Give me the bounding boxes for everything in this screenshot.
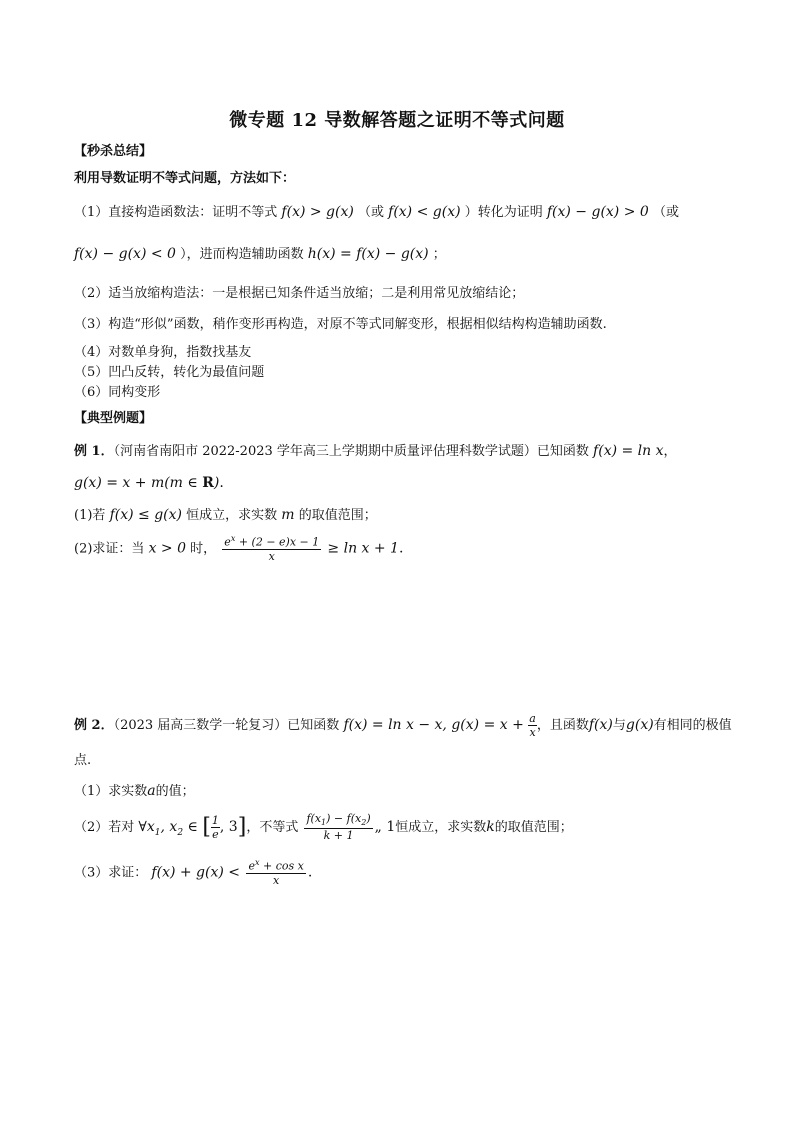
ex2-q1-text-b: 的值；	[155, 784, 195, 799]
formula-forall-x1-x2: $\forall x_1$, $x_2$ ∈	[138, 818, 203, 838]
formula-le-1: „ 1	[374, 818, 396, 835]
summary-intro: 利用导数证明不等式问题，方法如下：	[74, 171, 296, 186]
summary-item-3: （3）构造“形似”函数，稍作变形再构造，对原不等式同解变形，根据相似结构构造辅助函数.	[74, 317, 607, 332]
ex2-q2-text-c: 恒成立，求实数	[395, 819, 487, 835]
example-2-line-2: 点.	[74, 753, 92, 768]
ex2-text-end: 有相同的极值	[653, 718, 732, 734]
ex2-q2-text-b: ，不等式	[246, 819, 299, 835]
example-2-question-1: （1）求实数a的值；	[74, 783, 195, 799]
page-title: 微专题 12 导数解答题之证明不等式问题	[229, 110, 565, 131]
formula-ex2-fraction: $\frac{f(x_1) - f(x_2)}{k + 1}$	[306, 812, 371, 843]
formula-ex1-fraction: $\frac{e^x + (2 - e)x - 1}{x}$	[224, 534, 320, 564]
ex2-q1-text-a: （1）求实数	[74, 784, 148, 799]
ex1-q1-text-a: (1)若	[74, 508, 106, 523]
formula-h-def: h(x) = f(x) − g(x)	[307, 246, 429, 262]
example-1-line-2: g(x) = x + m(m ∈ R).	[74, 475, 224, 491]
example-2-question-2: （2）若对 $\forall x_1$, $x_2$ ∈ [ $\frac{1}{e}$ , 3]，不等式 $\frac{f(x_1) - f(x_2)}{k + 1}$ „ 1恒成立，求实数k的取值范围；	[74, 812, 573, 843]
example-1-question-2: (2)求证：当 x > 0 时， $\frac{e^x + (2 - e)x - 1}{x}$ ≥ ln x + 1.	[74, 534, 404, 564]
formula-f-minus-g-lt-0: f(x) − g(x) < 0	[74, 246, 176, 262]
formula-ge-lnx-plus-1: ≥ ln x + 1	[327, 540, 399, 557]
example-1-comma: ，	[663, 444, 677, 459]
item1-text-f: ；	[432, 247, 446, 262]
summary-header: 【秒杀总结】	[74, 144, 153, 159]
ex1-q1-text-b: 恒成立，求实数	[186, 508, 278, 523]
example-2-source: （2023 届高三数学一轮复习）已知函数	[113, 718, 340, 734]
summary-item-1-line-1	[74, 203, 679, 222]
summary-item-6: （6）同构变形	[74, 385, 161, 400]
ex1-q2-text-a: (2)求证：当	[74, 541, 145, 557]
example-2-line-1: 例 2．（2023 届高三数学一轮复习）已知函数 f(x) = ln x − x, g(x) = x + $\frac{a}{x}$ ，且函数f(x)与g(x)有相同的极值	[74, 712, 732, 740]
ex2-text-mid: ，且函数	[536, 718, 589, 734]
ex2-q2-text-a: （2）若对	[74, 819, 135, 835]
summary-item-5: （5）凹凸反转，转化为最值问题	[74, 365, 265, 380]
formula-1-over-e: $\frac{1}{e}$	[211, 813, 219, 841]
example-2-label: 例 2．	[74, 718, 114, 734]
item1-text-d: （或	[652, 205, 679, 220]
example-2-question-3: （3）求证： f(x) + g(x) < $\frac{e^x + \cos x}{x}$ .	[74, 858, 313, 888]
ex2-text-mid2: 与	[612, 718, 626, 734]
formula-m: m	[281, 507, 295, 523]
formula-ex2-defs: f(x) = ln x − x, g(x) = x +	[343, 717, 529, 734]
ex1-q1-text-c: 的取值范围；	[298, 508, 377, 523]
ex2-q3-text-a: （3）求证：	[74, 865, 148, 881]
item1-text-e: ），进而构造辅助函数	[180, 247, 304, 262]
item1-text-b: （或	[357, 205, 384, 220]
formula-f-ln: f(x) = ln x	[593, 443, 664, 459]
formula-f-minus-g-gt-0: f(x) − g(x) > 0	[546, 204, 649, 220]
examples-header: 【典型例题】	[74, 411, 153, 426]
formula-f-lt-g: f(x) < g(x)	[388, 204, 461, 220]
formula-f-plus-g: f(x) + g(x) <	[151, 864, 245, 881]
summary-item-4: （4）对数单身狗，指数找基友	[74, 345, 252, 360]
formula-f-le-g: f(x) ≤ g(x)	[109, 507, 182, 523]
example-1-source: （河南省南阳市 2022-2023 学年高三上学期期中质量评估理科数学试题）已知函数	[113, 444, 589, 459]
example-1-line-1	[74, 442, 677, 461]
formula-g-def: g(x) = x + m(m ∈ R)	[74, 475, 220, 491]
formula-a-over-x: $\frac{a}{x}$	[529, 712, 536, 740]
ex2-q2-text-d: 的取值范围；	[494, 819, 573, 835]
formula-f-gt-g: f(x) > g(x)	[281, 204, 354, 220]
summary-item-1-line-2	[74, 245, 446, 264]
item1-text-a: （1）直接构造函数法：证明不等式	[74, 205, 278, 220]
item1-text-c: ）转化为证明	[464, 205, 543, 220]
formula-x-gt-0: x > 0	[148, 540, 186, 557]
ex1-q2-text-b: 时，	[190, 541, 217, 557]
example-1-question-1	[74, 506, 377, 525]
summary-item-2: （2）适当放缩构造法：一是根据已知条件适当放缩；二是利用常见放缩结论；	[74, 286, 525, 301]
example-1-label: 例 1．	[74, 444, 114, 459]
formula-ex2-q3-fraction: $\frac{e^x + \cos x}{x}$	[248, 858, 304, 888]
